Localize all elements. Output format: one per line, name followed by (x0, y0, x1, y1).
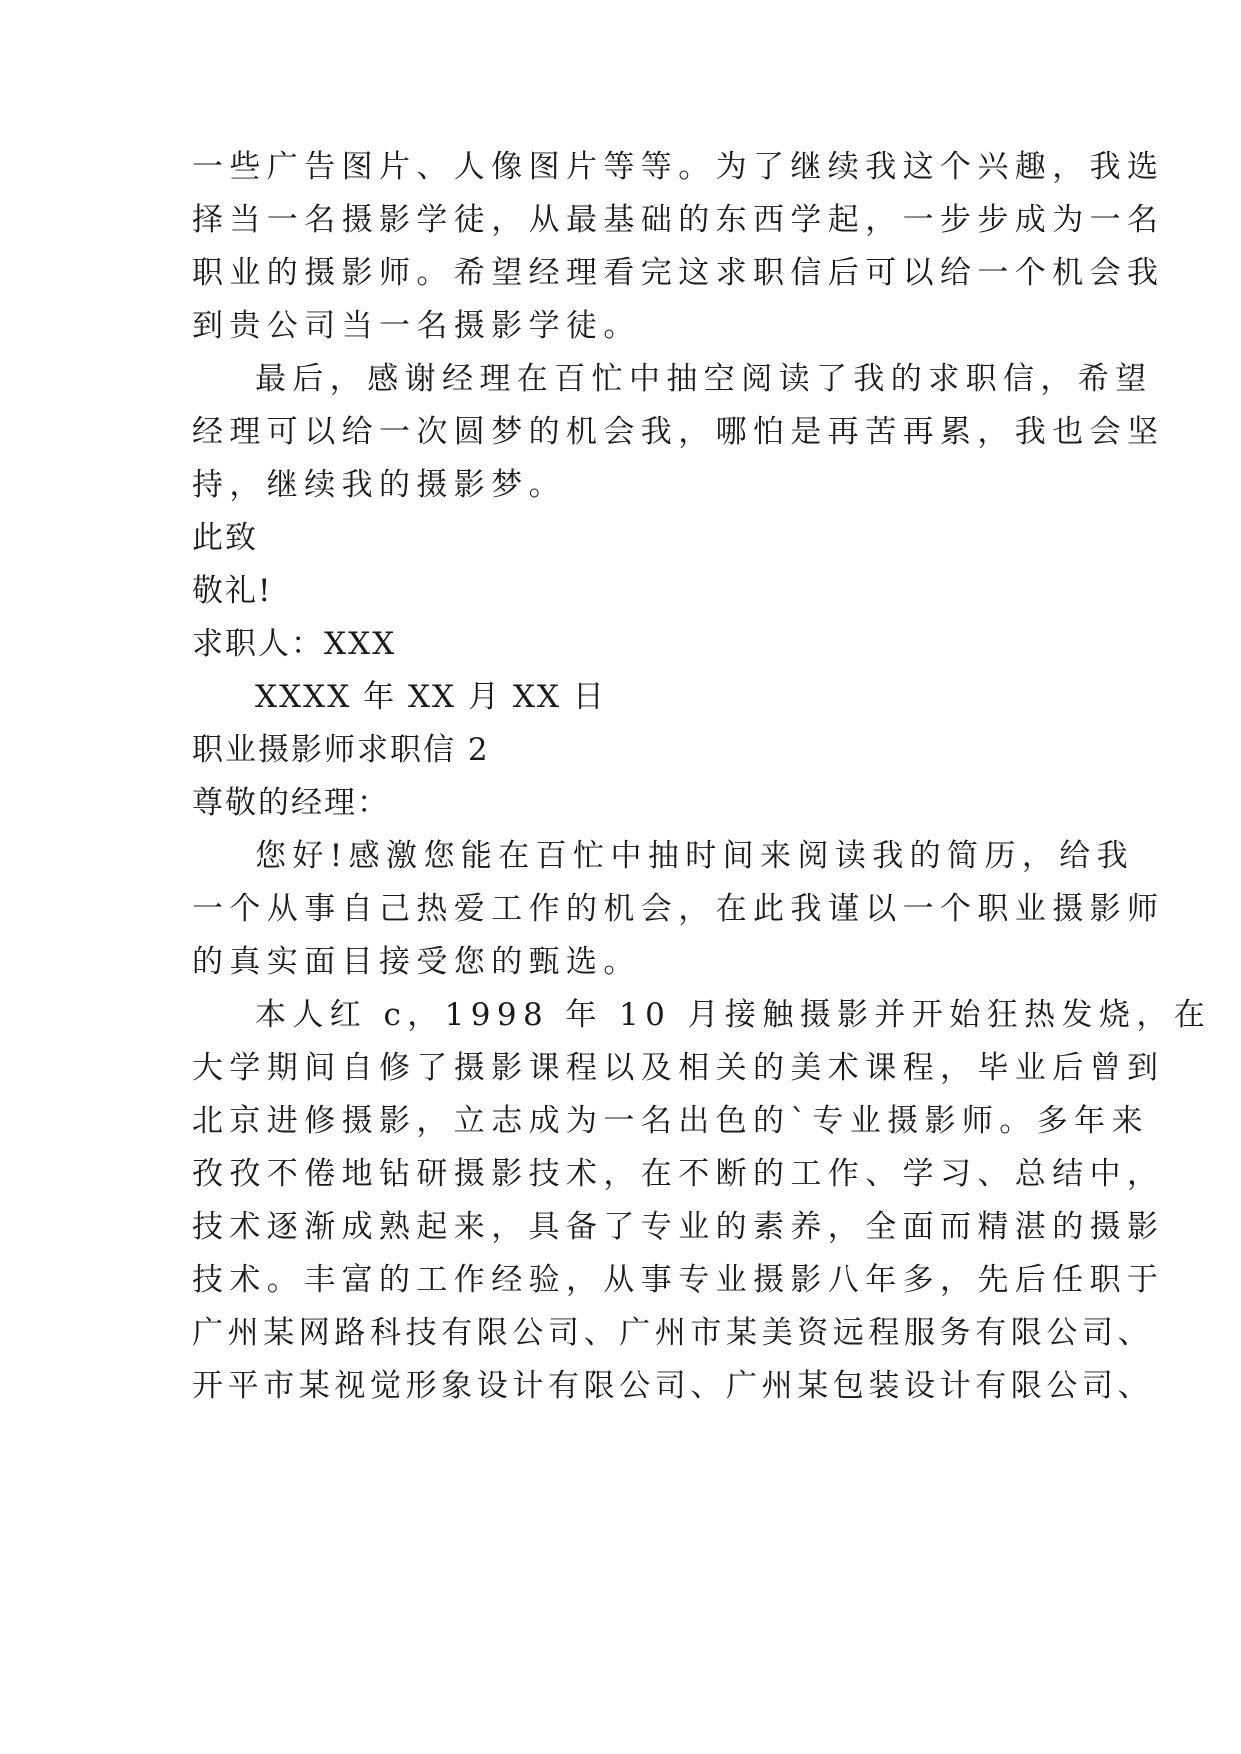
closing-regards: 敬礼! (192, 573, 273, 609)
paragraph-line: 经理可以给一次圆梦的机会我，哪怕是再苦再累，我也会坚 (192, 414, 1165, 450)
section-title: 职业摄影师求职信 2 (192, 732, 490, 768)
paragraph-line: 北京进修摄影，立志成为一名出色的`专业摄影师。多年来 (192, 1103, 1149, 1139)
paragraph-line: 本人红 c，1998 年 10 月接触摄影并开始狂热发烧，在 (255, 997, 1212, 1033)
paragraph-line: 到贵公司当一名摄影学徒。 (192, 308, 641, 344)
paragraph-line: 广州某网路科技有限公司、广州市某美资远程服务有限公司、 (192, 1315, 1154, 1351)
paragraph-line: 职业的摄影师。希望经理看完这求职信后可以给一个机会我 (192, 255, 1165, 291)
paragraph-line: 最后，感谢经理在百忙中抽空阅读了我的求职信，希望 (255, 361, 1153, 397)
paragraph-line: 开平市某视觉形象设计有限公司、广州某包装设计有限公司、 (192, 1368, 1154, 1404)
closing-salutation: 此致 (192, 520, 258, 556)
paragraph-line: 的真实面目接受您的甄选。 (192, 944, 641, 980)
paragraph-line: 孜孜不倦地钻研摄影技术，在不断的工作、学习、总结中， (192, 1156, 1165, 1192)
paragraph-line: 一个从事自己热爱工作的机会，在此我谨以一个职业摄影师 (192, 891, 1165, 927)
paragraph-line: 技术。丰富的工作经验，从事专业摄影八年多，先后任职于 (192, 1262, 1165, 1298)
signature-date: XXXX 年 XX 月 XX 日 (255, 679, 606, 715)
paragraph-line: 大学期间自修了摄影课程以及相关的美术课程，毕业后曾到 (192, 1050, 1165, 1086)
paragraph-line: 技术逐渐成熟起来，具备了专业的素养，全面而精湛的摄影 (192, 1209, 1165, 1245)
paragraph-line: 择当一名摄影学徒，从最基础的东西学起，一步步成为一名 (192, 202, 1165, 238)
paragraph-line: 持，继续我的摄影梦。 (192, 467, 566, 503)
paragraph-line: 一些广告图片、人像图片等等。为了继续我这个兴趣，我选 (192, 149, 1165, 185)
signature-applicant: 求职人：XXX (192, 626, 397, 662)
paragraph-line: 您好!感激您能在百忙中抽时间来阅读我的简历，给我 (255, 838, 1135, 874)
greeting: 尊敬的经理： (192, 785, 390, 821)
